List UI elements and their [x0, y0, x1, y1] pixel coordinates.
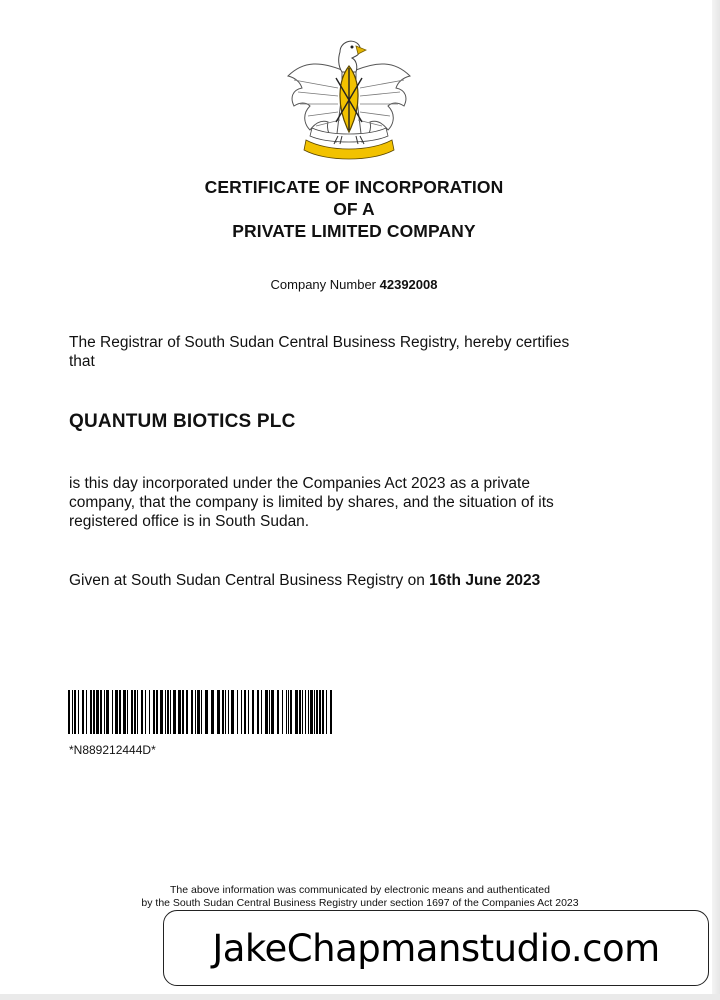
barcode-bar	[290, 690, 292, 734]
barcode-bar	[112, 690, 113, 734]
incorporation-line-2: company, that the company is limited by shares, and the situation of its	[69, 494, 554, 511]
barcode-bar	[330, 690, 332, 734]
barcode-bar	[326, 690, 327, 734]
barcode-bar	[115, 690, 118, 734]
authentication-footer	[60, 884, 660, 910]
barcode-bar	[265, 690, 268, 734]
given-at-statement	[69, 571, 669, 590]
barcode-bar	[225, 690, 226, 734]
barcode-bar	[156, 690, 158, 734]
barcode-bar	[182, 690, 184, 734]
barcode-bar	[186, 690, 188, 734]
barcode-bar	[282, 690, 283, 734]
barcode-bar	[104, 690, 105, 734]
incorporation-statement	[69, 474, 629, 531]
given-date: 16th June 2023	[429, 572, 541, 589]
barcode-bar	[127, 690, 128, 734]
barcode-bar	[131, 690, 133, 734]
barcode-bar	[237, 690, 238, 734]
barcode-bar	[149, 690, 150, 734]
barcode-bar	[277, 690, 279, 734]
company-number-value: 42392008	[379, 277, 438, 292]
barcode-bar	[252, 690, 254, 734]
barcode-bar	[261, 690, 262, 734]
barcode-bar	[72, 690, 73, 734]
title-line-3: PRIVATE LIMITED COMPANY	[232, 221, 476, 241]
barcode-text: *N889212444D*	[69, 743, 156, 757]
barcode-bar	[299, 690, 301, 734]
barcode-bar	[134, 690, 136, 734]
barcode-bar	[211, 690, 214, 734]
barcode-bar	[145, 690, 146, 734]
footer-line-2: by the South Sudan Central Business Registry under section 1697 of the Companies Act 2023	[141, 897, 579, 909]
page-edge-shadow	[712, 0, 720, 1000]
barcode-bar	[228, 690, 229, 734]
incorporation-line-1: is this day incorporated under the Companies Act 2023 as a private	[69, 475, 530, 492]
barcode-bar	[271, 690, 274, 734]
registrar-statement-line-1: The Registrar of South Sudan Central Business Registry, hereby certifies	[69, 334, 570, 351]
barcode-bar	[178, 690, 181, 734]
barcode-icon	[68, 690, 334, 734]
barcode-bar	[217, 690, 220, 734]
coat-of-arms-icon	[282, 32, 416, 164]
barcode-bar	[322, 690, 324, 734]
title-line-2: OF A	[333, 199, 375, 219]
barcode-bar	[302, 690, 303, 734]
barcode-bar	[167, 690, 169, 734]
barcode-bar	[319, 690, 321, 734]
footer-line-1: The above information was communicated by electronic means and authenticated	[170, 884, 550, 896]
watermark-label: JakeChapmanstudio.com	[163, 910, 709, 986]
barcode-bar	[201, 690, 202, 734]
barcode-bar	[269, 690, 270, 734]
barcode-bar	[310, 690, 313, 734]
barcode-bar	[170, 690, 171, 734]
given-at-text: Given at South Sudan Central Business Registry on	[69, 572, 425, 589]
barcode-bar	[248, 690, 249, 734]
barcode-bar	[173, 690, 176, 734]
barcode-bar	[241, 690, 242, 734]
barcode-bar	[74, 690, 76, 734]
barcode-bar	[160, 690, 163, 734]
barcode-bar	[257, 690, 259, 734]
registrar-statement	[69, 333, 649, 371]
barcode-bar	[119, 690, 121, 734]
barcode-bar	[205, 690, 208, 734]
barcode-bar	[96, 690, 99, 734]
bottom-edge	[0, 994, 720, 1000]
barcode-bar	[316, 690, 318, 734]
barcode-bar	[305, 690, 306, 734]
barcode-bar	[288, 690, 289, 734]
barcode-bar	[231, 690, 234, 734]
barcode-bar	[197, 690, 200, 734]
barcode-bar	[90, 690, 92, 734]
barcode-bar	[165, 690, 166, 734]
company-number-label: Company Number	[270, 277, 377, 292]
barcode-bar	[100, 690, 102, 734]
certificate-title	[100, 176, 608, 242]
barcode-bar	[191, 690, 193, 734]
registrar-statement-line-2: that	[69, 353, 95, 370]
barcode-bar	[244, 690, 246, 734]
barcode-bar	[286, 690, 287, 734]
barcode-bar	[78, 690, 79, 734]
barcode-bar	[153, 690, 155, 734]
title-line-1: CERTIFICATE OF INCORPORATION	[204, 177, 504, 197]
barcode-bar	[82, 690, 84, 734]
barcode-bar	[86, 690, 87, 734]
barcode-bar	[106, 690, 109, 734]
barcode-bar	[308, 690, 309, 734]
barcode-bar	[68, 690, 70, 734]
barcode-bar	[137, 690, 138, 734]
barcode-bar	[314, 690, 315, 734]
barcode-bar	[295, 690, 298, 734]
company-name: QUANTUM BIOTICS PLC	[69, 411, 296, 432]
company-number-row	[100, 277, 608, 292]
barcode-bar	[195, 690, 196, 734]
barcode-bar	[123, 690, 126, 734]
barcode-bar	[222, 690, 224, 734]
barcode-bar	[141, 690, 143, 734]
barcode-bar	[93, 690, 95, 734]
incorporation-line-3: registered office is in South Sudan.	[69, 513, 310, 530]
